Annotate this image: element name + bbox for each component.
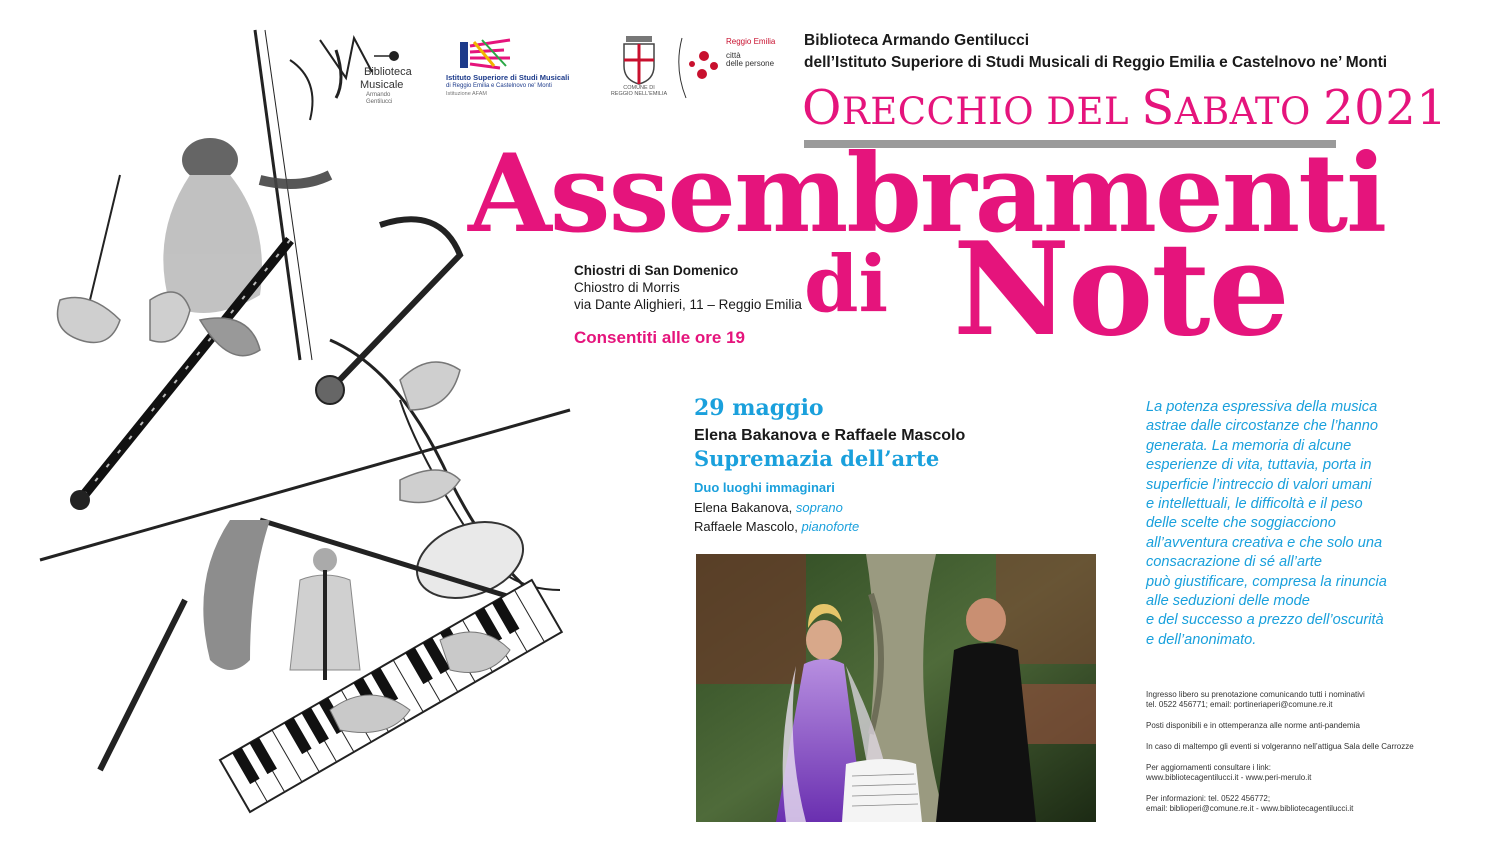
organizer-header — [804, 30, 1387, 74]
performers-photo — [696, 554, 1096, 822]
performer-2-role: pianoforte — [801, 519, 860, 534]
event-description — [1146, 398, 1446, 650]
description-line: generata. La memoria di alcune — [1146, 437, 1352, 454]
reggio-logo-line3: delle persone — [726, 59, 775, 69]
main-title-note: Note — [953, 215, 1288, 365]
performer-1-role: soprano — [795, 500, 843, 515]
description-line: può giustificare, compresa la rinuncia — [1146, 573, 1387, 590]
performer-1-name: Elena Bakanova, — [694, 500, 796, 515]
info-booking-2: tel. 0522 456771; email: portineriaperi@comune.re.it — [1146, 700, 1333, 710]
info-contact-1: Per informazioni: tel. 0522 456772; — [1146, 794, 1271, 803]
info-seats: Posti disponibili e in ottemperanza alle norme anti-pandemia — [1146, 721, 1360, 731]
info-weather: In caso di maltempo gli eventi si volgeranno nell’attigua Sala delle Carrozze — [1146, 742, 1414, 751]
info-block — [1146, 690, 1486, 815]
series-o-rest: RECCHIO DEL — [841, 90, 1142, 133]
description-line: superficie l’intreccio di valori umani — [1146, 476, 1372, 493]
organizer-line2: dell’Istituto Superiore di Studi Musicali di Reggio Emilia e Castelnovo ne’ Monti — [804, 54, 1388, 71]
description-line: consacrazione di sé all’arte — [1146, 554, 1323, 571]
flute-icon — [100, 600, 185, 770]
istituto-emblem-icon — [454, 36, 514, 72]
description-line: e intellettuali, le difficoltà e il peso — [1146, 496, 1363, 513]
time-note: Consentiti alle ore 19 — [574, 328, 745, 347]
series-s-cap: S — [1141, 80, 1175, 136]
reggio-logo-line2: città — [726, 51, 741, 60]
venue-name: Chiostri di San Domenico — [574, 263, 739, 278]
event-program: Duo luoghi immaginari — [694, 480, 835, 495]
performer-2-name: Raffaele Mascolo, — [694, 519, 802, 534]
event-date: 29 maggio — [694, 395, 824, 421]
biblioteca-logo-line2: Musicale — [360, 79, 404, 91]
performer-2 — [694, 519, 859, 534]
coat-of-arms-icon — [604, 32, 674, 86]
istituto-logo-line2: di Reggio Emilia e Castelnovo ne' Monti — [446, 83, 552, 89]
reggio-logo-line1: Reggio Emilia — [726, 37, 776, 46]
biblioteca-logo-line3: Armando Gentilucci — [366, 92, 393, 105]
reggio-emilia-logo — [678, 36, 788, 102]
double-bass-icon — [255, 30, 560, 600]
info-updates-1: Per aggiornamenti consultare i link: — [1146, 762, 1271, 772]
description-line: La potenza espressiva della musica — [1146, 399, 1378, 415]
istituto-logo — [444, 36, 589, 98]
biblioteca-logo-line1: Biblioteca — [364, 66, 412, 78]
main-title-di: di — [804, 239, 889, 330]
series-year: 2021 — [1323, 80, 1448, 136]
istituto-logo-line3: Istituzione AFAM — [446, 91, 487, 97]
reggio-emilia-emblem-icon — [678, 36, 724, 102]
main-title-line1: Assembramenti — [468, 131, 1386, 257]
istituto-logo-line1: Istituto Superiore di Studi Musicali — [446, 73, 570, 82]
venue-sub: Chiostro di Morris — [574, 280, 680, 295]
event-performers: Elena Bakanova e Raffaele Mascolo — [694, 427, 966, 444]
description-line: alle seduzioni delle mode — [1146, 593, 1310, 610]
description-line: delle scelte che soggiacciono — [1146, 515, 1336, 532]
biblioteca-logo — [316, 30, 412, 105]
musicians-illustration — [0, 0, 590, 844]
series-o-cap: O — [802, 80, 842, 136]
venue-block — [574, 262, 802, 313]
info-contact-2: email: biblioperi@comune.re.it - www.bibliotecagentilucci.it — [1146, 804, 1354, 814]
organizer-line1: Biblioteca Armando Gentilucci — [804, 32, 1030, 49]
series-s-rest: ABATO — [1174, 90, 1324, 133]
comune-logo-line1: COMUNE DI — [623, 85, 655, 91]
comune-logo-line2: REGGIO NELL'EMILIA — [610, 90, 668, 97]
description-line: e dell’anonimato. — [1146, 631, 1257, 648]
description-line: all’avventura creativa e che solo una — [1146, 534, 1383, 551]
series-title — [802, 80, 1447, 136]
venue-address: via Dante Alighieri, 11 – Reggio Emilia — [574, 297, 802, 312]
description-line: astrae dalle circostanze che l’hanno — [1146, 418, 1379, 435]
description-line: e del successo a prezzo dell’oscurità — [1146, 612, 1384, 629]
baton-icon — [90, 175, 120, 300]
arm — [203, 520, 270, 670]
comune-logo — [604, 32, 674, 102]
info-updates-2: www.bibliotecagentilucci.it - www.peri-merulo.it — [1146, 773, 1312, 783]
description-line: esperienze di vita, tuttavia, porta in — [1146, 457, 1372, 474]
piano-keyboard-icon — [220, 580, 562, 812]
clarinetist-figure — [290, 548, 360, 680]
event-title: Supremazia dell’arte — [694, 446, 940, 471]
info-booking-1: Ingresso libero su prenotazione comunicando tutti i nominativi — [1146, 690, 1365, 699]
performer-1 — [694, 500, 843, 515]
